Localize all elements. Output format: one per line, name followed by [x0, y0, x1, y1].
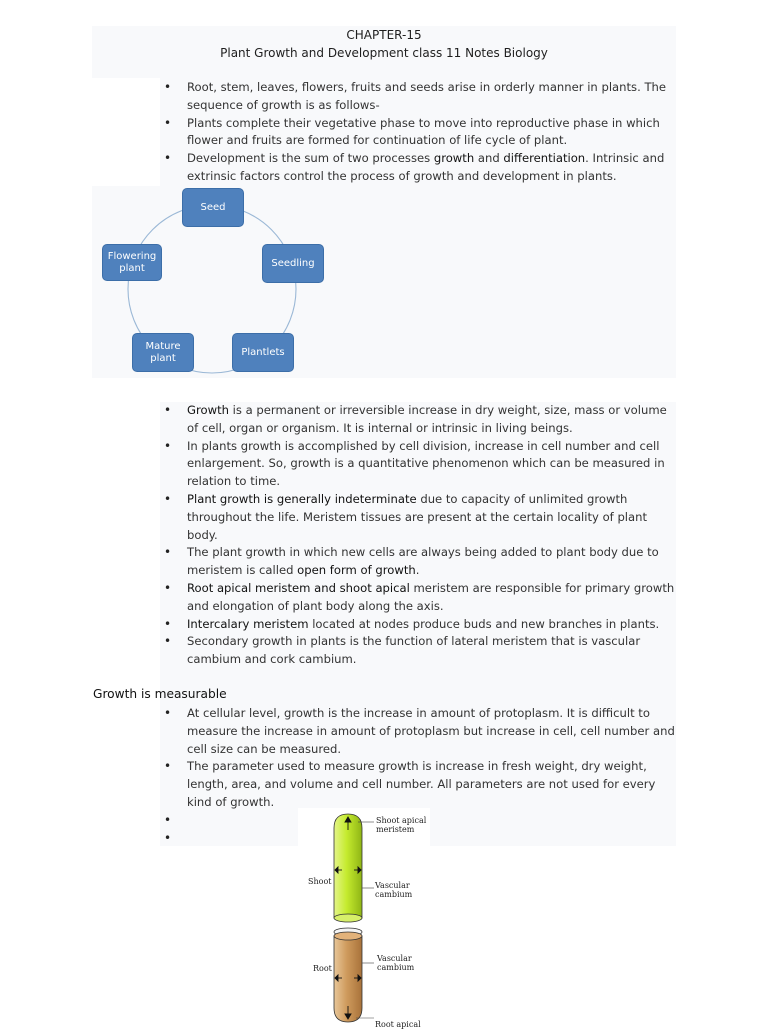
intro-bullet-list — [162, 79, 678, 186]
cycle-node-mature-plant: Mature plant — [132, 333, 194, 372]
emphasis-text: Intercalary meristem — [187, 616, 309, 631]
bullet-text: The plant growth in which new cells are always being added to plant body due to meristem is called — [187, 545, 659, 578]
emphasis-text: Plant growth is generally indeterminate — [187, 491, 417, 506]
bullet-text: meristem are responsible for primary growth and elongation of plant body along the axis. — [187, 580, 675, 613]
label-shoot: Shoot — [308, 877, 332, 886]
growth-bullet-list — [162, 402, 678, 669]
meristem-illustration — [298, 808, 430, 1024]
section-heading-measurable: Growth is measurable — [93, 687, 227, 701]
growth-cycle-diagram — [92, 186, 332, 378]
bullet-item — [162, 580, 678, 616]
bullet-item — [162, 616, 678, 634]
bullet-item — [162, 544, 678, 580]
bullet-text: Root, stem, leaves, flowers, fruits and seeds arise in orderly manner in plants. The sequence of growth is as follows- — [187, 80, 667, 112]
bullet-text: Secondary growth in plants is the function of lateral meristem that is vascular cambium and cork cambium. — [187, 634, 641, 667]
bullet-item — [162, 150, 678, 186]
bullet-item — [162, 633, 678, 669]
bullet-text: Development is the sum of two processes — [187, 151, 434, 166]
emphasis-text: growth — [433, 151, 475, 166]
bullet-text: and — [474, 151, 504, 166]
meristem-figure — [298, 808, 430, 1029]
cycle-node-flowering-plant: Flowering plant — [102, 244, 162, 281]
document-header — [92, 26, 676, 62]
bullet-item — [162, 705, 678, 758]
bullet-text: . — [415, 563, 420, 578]
label-vascular-cambium-shoot: Vascular cambium — [375, 881, 413, 899]
bullet-item — [162, 438, 678, 491]
bullet-text: At cellular level, growth is the increase in amount of protoplasm. It is difficult to measure the increase in amount of protoplasm but increase in cell, cell number and cell size can be measured. — [187, 706, 675, 756]
bullet-text: Plants complete their vegetative phase to move into reproductive phase in which flower and fruits are formed for continuation of life cycle of plant. — [187, 115, 660, 148]
bullet-item — [162, 79, 678, 115]
label-vascular-cambium-root: Vascular cambium — [377, 954, 415, 972]
cycle-node-seedling: Seedling — [262, 244, 324, 283]
document-title: Plant Growth and Development class 11 Notes Biology — [220, 46, 548, 60]
bullet-text: located at nodes produce buds and new branches in plants. — [308, 616, 660, 631]
bullet-text: The parameter used to measure growth is increase in fresh weight, dry weight, length, area, and volume and cell number. All parameters are not used for every kind of growth. — [187, 759, 656, 809]
cycle-node-plantlets: Plantlets — [232, 333, 294, 372]
bullet-item — [162, 758, 678, 811]
emphasis-text: Growth — [187, 403, 229, 417]
cycle-node-seed: Seed — [182, 188, 244, 227]
bullet-item — [162, 402, 678, 438]
bullet-item — [162, 491, 678, 544]
bullet-text: due to capacity of unlimited growth throughout the life. Meristem tissues are present at the certain locality of plant body. — [187, 491, 648, 542]
emphasis-text: open form of growth — [297, 563, 416, 578]
bullet-text: is a permanent or irreversible increase in dry weight, size, mass or volume of cell, organ or organism. It is internal or intrinsic in living beings. — [187, 403, 667, 435]
emphasis-text: Root apical meristem and shoot apical — [187, 580, 410, 595]
bullet-text: . Intrinsic and extrinsic factors control the process of growth and development in plants. — [187, 151, 665, 183]
bullet-text: In plants growth is accomplished by cell division, increase in cell number and cell enlargement. So, growth is a quantitative phenomenon which can be measured in relation to time. — [187, 438, 665, 489]
label-root-apical: Root apical — [375, 1020, 421, 1029]
chapter-label: CHAPTER-15 — [346, 28, 422, 42]
label-root: Root — [313, 964, 332, 973]
bullet-item — [162, 115, 678, 151]
label-shoot-apical-meristem: Shoot apical meristem — [376, 816, 427, 834]
emphasis-text: differentiation — [503, 151, 586, 166]
